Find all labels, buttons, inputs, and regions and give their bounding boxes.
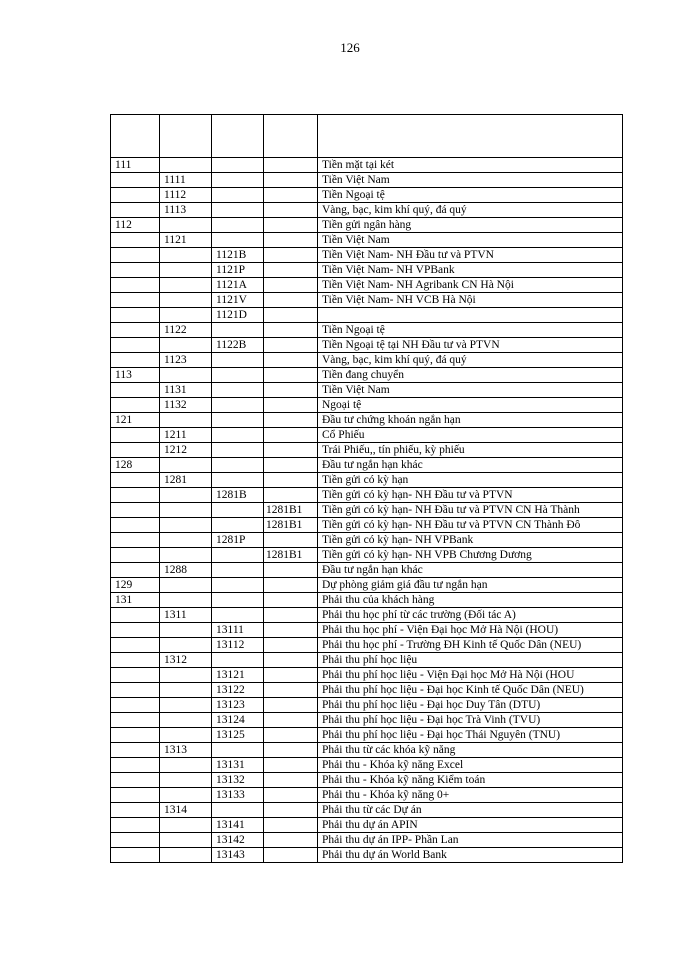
account-level-3-cell: 1121A [212, 278, 264, 293]
account-level-3-cell: 13133 [212, 788, 264, 803]
account-level-3-cell [212, 743, 264, 758]
table-row [111, 413, 623, 428]
account-level-4-cell [264, 653, 318, 668]
account-name-cell: Tiền Việt Nam [318, 383, 623, 398]
account-name-cell: Phải thu phí học liệu - Viện Đại học Mở Hà Nội (HOU [318, 668, 623, 683]
account-level-4-cell [264, 728, 318, 743]
account-level-4-cell [264, 338, 318, 353]
account-level-1-cell [111, 608, 160, 623]
account-level-2-cell: 1131 [160, 383, 212, 398]
account-name-cell: Vàng, bạc, kim khí quý, đá quý [318, 203, 623, 218]
account-level-4-cell [264, 368, 318, 383]
account-level-2-cell [160, 293, 212, 308]
account-name-cell: Phải thu dự án World Bank [318, 848, 623, 863]
account-level-1-cell [111, 728, 160, 743]
account-level-3-cell: 13131 [212, 758, 264, 773]
account-level-1-cell [111, 683, 160, 698]
header-cell-level-2 [160, 115, 212, 158]
account-level-4-cell [264, 713, 318, 728]
account-level-2-cell [160, 458, 212, 473]
account-level-4-cell: 1281B1 [264, 518, 318, 533]
table-row [111, 308, 623, 323]
account-name-cell: Tiền Việt Nam- NH Agribank CN Hà Nội [318, 278, 623, 293]
account-level-2-cell [160, 218, 212, 233]
account-name-cell: Dự phòng giảm giá đầu tư ngắn hạn [318, 578, 623, 593]
account-level-2-cell [160, 578, 212, 593]
account-level-1-cell [111, 668, 160, 683]
account-name-cell: Tiền gửi có kỳ hạn- NH Đầu tư và PTVN CN Hà Thành [318, 503, 623, 518]
account-level-2-cell: 1312 [160, 653, 212, 668]
table-row [111, 653, 623, 668]
table-row [111, 803, 623, 818]
table-row [111, 623, 623, 638]
account-level-2-cell [160, 698, 212, 713]
account-level-4-cell [264, 623, 318, 638]
account-level-2-cell: 1111 [160, 173, 212, 188]
account-level-3-cell [212, 218, 264, 233]
account-level-1-cell [111, 623, 160, 638]
account-level-2-cell [160, 548, 212, 563]
account-level-1-cell [111, 653, 160, 668]
table-row [111, 473, 623, 488]
account-name-cell: Ngoại tệ [318, 398, 623, 413]
account-level-4-cell [264, 638, 318, 653]
account-level-2-cell [160, 488, 212, 503]
account-name-cell: Đầu tư ngắn hạn khác [318, 458, 623, 473]
account-level-3-cell [212, 653, 264, 668]
account-level-1-cell [111, 698, 160, 713]
account-level-3-cell: 13124 [212, 713, 264, 728]
account-level-4-cell [264, 563, 318, 578]
table-row [111, 578, 623, 593]
account-level-1-cell: 113 [111, 368, 160, 383]
table-row [111, 518, 623, 533]
table-row [111, 248, 623, 263]
account-level-4-cell [264, 533, 318, 548]
header-cell-level-3 [212, 115, 264, 158]
account-level-4-cell [264, 158, 318, 173]
account-name-cell: Tiền Việt Nam [318, 233, 623, 248]
account-level-3-cell [212, 203, 264, 218]
account-level-1-cell [111, 803, 160, 818]
account-level-3-cell: 1121B [212, 248, 264, 263]
account-level-2-cell: 1123 [160, 353, 212, 368]
account-level-2-cell [160, 848, 212, 863]
account-level-2-cell: 1281 [160, 473, 212, 488]
account-level-1-cell [111, 188, 160, 203]
account-level-3-cell [212, 563, 264, 578]
account-name-cell: Phải thu dự án APIN [318, 818, 623, 833]
account-name-cell: Vàng, bạc, kim khí quý, đá quý [318, 353, 623, 368]
account-level-2-cell [160, 773, 212, 788]
account-level-2-cell: 1113 [160, 203, 212, 218]
account-level-2-cell [160, 788, 212, 803]
account-name-cell: Tiền Việt Nam- NH VPBank [318, 263, 623, 278]
account-level-1-cell [111, 533, 160, 548]
account-level-2-cell: 1122 [160, 323, 212, 338]
account-level-4-cell [264, 608, 318, 623]
account-name-cell: Tiền Ngoại tệ tại NH Đầu tư và PTVN [318, 338, 623, 353]
account-level-1-cell [111, 743, 160, 758]
account-name-cell: Phải thu của khách hàng [318, 593, 623, 608]
account-name-cell: Phải thu học phí từ các trường (Đối tác A) [318, 608, 623, 623]
account-name-cell: Phải thu - Khóa kỹ năng Excel [318, 758, 623, 773]
account-level-2-cell: 1211 [160, 428, 212, 443]
account-level-4-cell [264, 758, 318, 773]
account-level-1-cell [111, 203, 160, 218]
header-cell-description [318, 115, 623, 158]
account-level-2-cell [160, 683, 212, 698]
account-level-4-cell [264, 413, 318, 428]
table-row [111, 383, 623, 398]
account-level-4-cell [264, 233, 318, 248]
account-name-cell: Tiền Ngoại tệ [318, 323, 623, 338]
account-name-cell: Tiền gửi có kỳ hạn- NH Đầu tư và PTVN CN Thành Đô [318, 518, 623, 533]
table-row [111, 668, 623, 683]
account-level-4-cell [264, 218, 318, 233]
account-name-cell: Tiền gửi ngân hàng [318, 218, 623, 233]
account-level-3-cell [212, 158, 264, 173]
table-row [111, 593, 623, 608]
account-level-2-cell [160, 713, 212, 728]
table-row [111, 203, 623, 218]
account-level-2-cell [160, 368, 212, 383]
table-row [111, 443, 623, 458]
account-level-3-cell [212, 323, 264, 338]
account-name-cell: Tiền Việt Nam- NH Đầu tư và PTVN [318, 248, 623, 263]
account-level-4-cell [264, 188, 318, 203]
account-level-4-cell: 1281B1 [264, 548, 318, 563]
account-level-2-cell [160, 518, 212, 533]
table-row [111, 323, 623, 338]
account-level-3-cell [212, 443, 264, 458]
table-row [111, 398, 623, 413]
account-level-4-cell [264, 398, 318, 413]
account-level-4-cell [264, 803, 318, 818]
account-level-2-cell [160, 503, 212, 518]
account-level-2-cell: 1212 [160, 443, 212, 458]
account-level-1-cell [111, 233, 160, 248]
account-level-4-cell [264, 578, 318, 593]
table-row [111, 278, 623, 293]
account-name-cell: Phải thu - Khóa kỹ năng Kiểm toán [318, 773, 623, 788]
account-level-3-cell [212, 803, 264, 818]
account-level-1-cell [111, 278, 160, 293]
table-row [111, 233, 623, 248]
account-name-cell: Cổ Phiếu [318, 428, 623, 443]
account-name-cell: Phải thu phí học liệu - Đại học Duy Tân (DTU) [318, 698, 623, 713]
account-name-cell: Tiền Ngoại tệ [318, 188, 623, 203]
account-level-4-cell [264, 293, 318, 308]
account-level-2-cell [160, 308, 212, 323]
account-level-4-cell [264, 428, 318, 443]
account-level-3-cell: 1281P [212, 533, 264, 548]
table-row [111, 773, 623, 788]
account-level-4-cell [264, 593, 318, 608]
account-level-3-cell: 13122 [212, 683, 264, 698]
table-row [111, 848, 623, 863]
account-level-4-cell [264, 353, 318, 368]
account-level-3-cell [212, 428, 264, 443]
account-level-3-cell: 1281B [212, 488, 264, 503]
account-name-cell: Tiền gửi có kỳ hạn [318, 473, 623, 488]
account-level-1-cell: 111 [111, 158, 160, 173]
table-row [111, 158, 623, 173]
account-level-1-cell [111, 293, 160, 308]
account-level-4-cell [264, 263, 318, 278]
account-level-4-cell [264, 698, 318, 713]
account-name-cell: Phải thu phí học liệu - Đại học Kinh tế Quốc Dân (NEU) [318, 683, 623, 698]
account-level-1-cell [111, 848, 160, 863]
account-level-1-cell [111, 353, 160, 368]
account-level-2-cell [160, 278, 212, 293]
account-level-4-cell [264, 383, 318, 398]
account-level-1-cell [111, 788, 160, 803]
table-body [111, 115, 623, 863]
chart-of-accounts-table [110, 114, 623, 863]
account-name-cell: Tiền mặt tại két [318, 158, 623, 173]
account-level-1-cell [111, 398, 160, 413]
account-level-2-cell: 1132 [160, 398, 212, 413]
account-level-2-cell: 1288 [160, 563, 212, 578]
account-name-cell [318, 308, 623, 323]
table-row [111, 263, 623, 278]
account-level-2-cell [160, 593, 212, 608]
table-row [111, 533, 623, 548]
account-level-3-cell [212, 458, 264, 473]
table-row [111, 488, 623, 503]
account-level-4-cell [264, 173, 318, 188]
table-row [111, 833, 623, 848]
account-level-1-cell [111, 833, 160, 848]
table-row [111, 218, 623, 233]
table-row [111, 548, 623, 563]
account-level-2-cell [160, 533, 212, 548]
account-name-cell: Phải thu từ các khóa kỹ năng [318, 743, 623, 758]
account-level-3-cell [212, 398, 264, 413]
account-level-3-cell [212, 233, 264, 248]
account-level-3-cell: 13142 [212, 833, 264, 848]
account-level-2-cell [160, 248, 212, 263]
header-cell-level-4 [264, 115, 318, 158]
account-level-4-cell [264, 443, 318, 458]
table-row [111, 683, 623, 698]
account-level-1-cell [111, 308, 160, 323]
account-level-3-cell: 13143 [212, 848, 264, 863]
table-row [111, 563, 623, 578]
account-level-4-cell [264, 683, 318, 698]
account-level-2-cell [160, 833, 212, 848]
table-header-row [111, 115, 623, 158]
account-level-1-cell [111, 773, 160, 788]
table-row [111, 503, 623, 518]
account-level-1-cell [111, 338, 160, 353]
table-row [111, 293, 623, 308]
account-name-cell: Phải thu dự án IPP- Phần Lan [318, 833, 623, 848]
account-level-2-cell: 1314 [160, 803, 212, 818]
account-level-1-cell [111, 548, 160, 563]
account-level-3-cell [212, 578, 264, 593]
account-level-1-cell [111, 473, 160, 488]
account-level-3-cell [212, 188, 264, 203]
table-row [111, 698, 623, 713]
header-cell-level-1 [111, 115, 160, 158]
account-level-3-cell [212, 383, 264, 398]
page-number: 126 [340, 40, 360, 55]
account-level-4-cell [264, 323, 318, 338]
account-name-cell: Tiền Việt Nam- NH VCB Hà Nội [318, 293, 623, 308]
account-level-3-cell: 13125 [212, 728, 264, 743]
account-level-1-cell [111, 563, 160, 578]
account-name-cell: Tiền đang chuyển [318, 368, 623, 383]
account-level-2-cell [160, 728, 212, 743]
table-row [111, 353, 623, 368]
account-name-cell: Phải thu phí học liệu - Đại học Thái Nguyên (TNU) [318, 728, 623, 743]
account-level-1-cell [111, 503, 160, 518]
table-row [111, 458, 623, 473]
account-name-cell: Phải thu từ các Dự án [318, 803, 623, 818]
account-level-3-cell: 13132 [212, 773, 264, 788]
account-level-2-cell [160, 413, 212, 428]
account-level-2-cell [160, 668, 212, 683]
account-name-cell: Phải thu phí học liệu - Đại học Trà Vinh (TVU) [318, 713, 623, 728]
table-row [111, 758, 623, 773]
account-level-4-cell [264, 833, 318, 848]
account-level-2-cell [160, 758, 212, 773]
account-level-1-cell [111, 248, 160, 263]
account-level-3-cell [212, 503, 264, 518]
account-level-3-cell [212, 368, 264, 383]
account-level-3-cell [212, 518, 264, 533]
account-level-1-cell: 128 [111, 458, 160, 473]
account-level-1-cell [111, 818, 160, 833]
account-level-4-cell [264, 458, 318, 473]
table-row [111, 818, 623, 833]
account-level-1-cell [111, 323, 160, 338]
account-level-3-cell [212, 473, 264, 488]
account-level-1-cell [111, 263, 160, 278]
account-level-3-cell [212, 353, 264, 368]
table-row [111, 743, 623, 758]
account-level-2-cell: 1311 [160, 608, 212, 623]
account-name-cell: Phải thu phí học liệu [318, 653, 623, 668]
table-row [111, 428, 623, 443]
account-level-3-cell: 13112 [212, 638, 264, 653]
account-level-2-cell: 1112 [160, 188, 212, 203]
account-level-3-cell: 13141 [212, 818, 264, 833]
account-level-4-cell [264, 248, 318, 263]
account-level-1-cell: 112 [111, 218, 160, 233]
account-level-4-cell [264, 818, 318, 833]
account-level-4-cell [264, 743, 318, 758]
account-level-2-cell [160, 263, 212, 278]
account-level-1-cell [111, 488, 160, 503]
account-level-3-cell [212, 593, 264, 608]
account-name-cell: Tiền gửi có kỳ hạn- NH Đầu tư và PTVN [318, 488, 623, 503]
account-level-2-cell [160, 158, 212, 173]
table-row [111, 728, 623, 743]
account-level-2-cell [160, 623, 212, 638]
account-level-3-cell: 13121 [212, 668, 264, 683]
table-row [111, 608, 623, 623]
account-name-cell: Tiền gửi có kỳ hạn- NH VPB Chương Dương [318, 548, 623, 563]
table-row [111, 338, 623, 353]
account-name-cell: Đầu tư ngắn hạn khác [318, 563, 623, 578]
account-level-4-cell [264, 788, 318, 803]
table-row [111, 188, 623, 203]
account-name-cell: Phải thu học phí - Viện Đại học Mở Hà Nội (HOU) [318, 623, 623, 638]
account-level-3-cell: 1121V [212, 293, 264, 308]
account-level-1-cell [111, 173, 160, 188]
account-level-4-cell [264, 773, 318, 788]
account-level-3-cell: 13123 [212, 698, 264, 713]
account-level-1-cell: 121 [111, 413, 160, 428]
account-level-2-cell: 1313 [160, 743, 212, 758]
account-level-4-cell [264, 848, 318, 863]
account-name-cell: Tiền Việt Nam [318, 173, 623, 188]
account-level-1-cell [111, 443, 160, 458]
account-level-2-cell [160, 638, 212, 653]
account-level-4-cell [264, 203, 318, 218]
account-level-4-cell [264, 488, 318, 503]
account-level-1-cell: 131 [111, 593, 160, 608]
account-name-cell: Phải thu - Khóa kỹ năng 0+ [318, 788, 623, 803]
table-row [111, 713, 623, 728]
account-level-4-cell: 1281B1 [264, 503, 318, 518]
account-level-2-cell [160, 338, 212, 353]
account-level-3-cell [212, 608, 264, 623]
account-level-1-cell [111, 383, 160, 398]
account-level-3-cell [212, 173, 264, 188]
account-level-3-cell: 1122B [212, 338, 264, 353]
account-level-1-cell [111, 638, 160, 653]
account-level-3-cell: 13111 [212, 623, 264, 638]
account-name-cell: Trái Phiếu,, tín phiếu, kỳ phiếu [318, 443, 623, 458]
account-level-3-cell [212, 413, 264, 428]
account-name-cell: Phải thu học phí - Trường ĐH Kinh tế Quốc Dân (NEU) [318, 638, 623, 653]
account-level-4-cell [264, 473, 318, 488]
table-row [111, 368, 623, 383]
account-level-3-cell: 1121P [212, 263, 264, 278]
account-level-1-cell [111, 428, 160, 443]
account-level-4-cell [264, 668, 318, 683]
account-level-2-cell: 1121 [160, 233, 212, 248]
account-level-3-cell [212, 548, 264, 563]
account-level-4-cell [264, 308, 318, 323]
account-level-1-cell [111, 518, 160, 533]
table-row [111, 173, 623, 188]
account-level-1-cell [111, 758, 160, 773]
table-row [111, 788, 623, 803]
account-level-1-cell [111, 713, 160, 728]
account-name-cell: Tiền gửi có kỳ hạn- NH VPBank [318, 533, 623, 548]
account-level-2-cell [160, 818, 212, 833]
account-level-3-cell: 1121D [212, 308, 264, 323]
account-level-1-cell: 129 [111, 578, 160, 593]
account-level-4-cell [264, 278, 318, 293]
account-name-cell: Đầu tư chứng khoán ngắn hạn [318, 413, 623, 428]
table-row [111, 638, 623, 653]
